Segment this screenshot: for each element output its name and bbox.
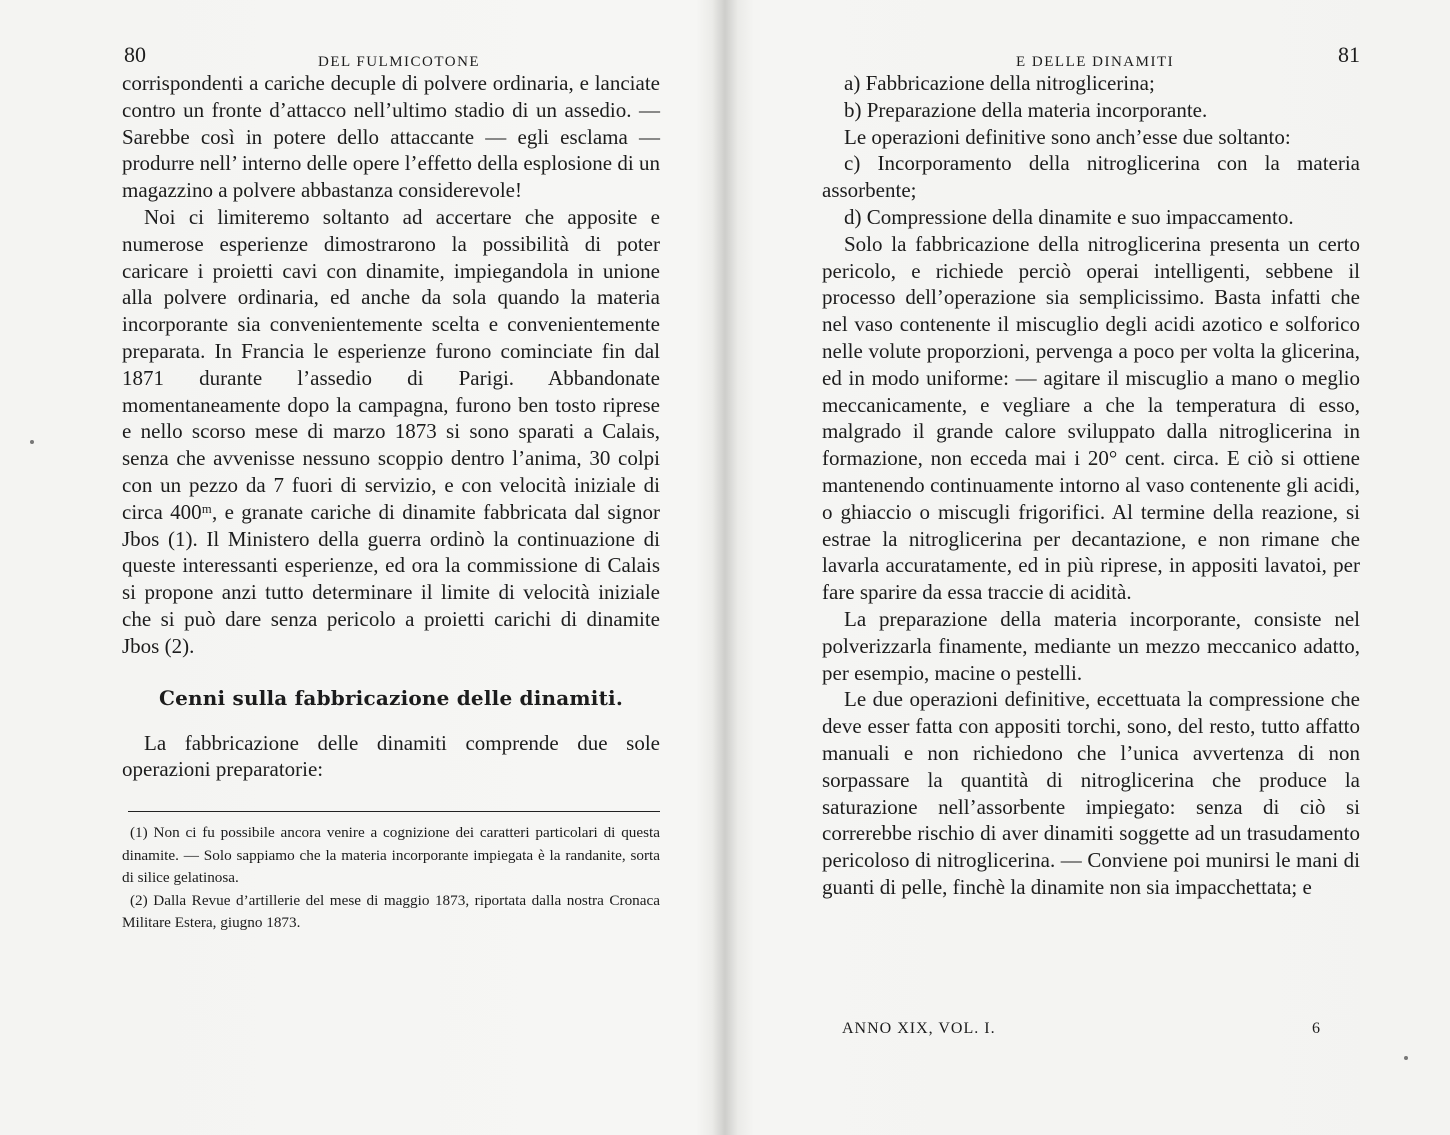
left-running-head bbox=[122, 40, 660, 70]
right-paragraph-2: La preparazione della materia incorporante, consiste nel polverizzarla finamente, mediante un mezzo meccanico adatto, per esempio, macine o pestelli. bbox=[822, 606, 1360, 685]
right-page-number: 81 bbox=[1338, 42, 1360, 67]
right-body bbox=[822, 70, 1360, 901]
left-page bbox=[122, 40, 660, 935]
left-running-title: DEL FULMICOTONE bbox=[318, 54, 481, 70]
paper-speck bbox=[30, 440, 34, 444]
left-paragraph-1: corrispondenti a cariche decuple di polvere ordinaria, e lanciate contro un fronte d’attacco nell’ultimo stadio di un assedio. — Sarebbe così in potere dello attaccante — egli esclama — produrre nell’ interno delle opere l’effetto della esplosione di un magazzino a polvere abbastanza considerevole! bbox=[122, 71, 660, 203]
footer-volume: ANNO XIX, VOL. I. bbox=[842, 1020, 996, 1037]
right-page bbox=[822, 40, 1360, 1037]
footnotes bbox=[122, 822, 660, 935]
footnote-2: (2) Dalla Revue d’artillerie del mese di maggio 1873, riportata dalla nostra Cronaca Militare Estera, giugno 1873. bbox=[122, 891, 660, 932]
paper-speck bbox=[1404, 1056, 1408, 1060]
page-footer bbox=[842, 1020, 1320, 1038]
right-running-title: E DELLE DINAMITI bbox=[1016, 54, 1175, 70]
list-item-c: c) Incorporamento della nitroglicerina con la materia assorbente; bbox=[822, 151, 1360, 203]
left-paragraph-2: Noi ci limiteremo soltanto ad accertare che apposite e numerose esperienze dimostrarono la possibilità di poter caricare i proietti cavi con dinamite, impiegandola in unione alla polvere ordinaria, ed anche da sola quando la materia incorporante sia convenientemente scelta e convenientemente preparata. In Francia le esperienze furono cominciate fin dal 1871 durante l’assedio di Parigi. Abbandonate momentaneamente dopo la campagna, furono ben tosto riprese e nello scorso mese di marzo 1873 si sono sparati a Calais, senza che avvenisse nessuno scoppio dentro l’anima, 30 colpi con un pezzo da 7 fuori di servizio, e con velocità iniziale di circa 400ᵐ, e granate cariche di dinamite fabbricata dal signor Jbos (1). Il Ministero della guerra ordinò la continuazione di queste interessanti esperienze, ed ora la commissione di Calais si propone anzi tutto determinare il limite di velocità iniziale che si può dare senza pericolo a proietti carichi di dinamite Jbos (2). bbox=[122, 204, 660, 658]
right-paragraph-3: Le due operazioni definitive, eccettuata la compressione che deve esser fatta con appositi torchi, sono, del resto, tutto affatto manuali e non richiedono che l’unica avvertenza di non sorpassare la quantità di nitroglicerina che produce la saturazione nell’assorbente impiegato: senza di ciò si correrebbe rischio di aver dinamiti soggette ad un trasudamento pericoloso di nitroglicerina. — Conviene poi munirsi le mani di guanti di pelle, finchè la dinamite non sia impacchettata; e bbox=[822, 687, 1360, 899]
footnote-1: (1) Non ci fu possibile ancora venire a cognizione dei caratteri particolari di questa dinamite. — Solo sappiamo che la materia incorporante impiegata è la randanite, sorta di silice gelatinosa. bbox=[122, 824, 660, 887]
list-item-a: a) Fabbricazione della nitroglicerina; bbox=[844, 71, 1155, 95]
book-gutter bbox=[712, 0, 738, 1135]
list-item-b: b) Preparazione della materia incorporante. bbox=[844, 97, 1208, 122]
right-paragraph-1: Solo la fabbricazione della nitroglicerina presenta un certo pericolo, e richiede perciò operai intelligenti, sebbene il processo dell’operazione sia semplicissimo. Basta infatti che nel vaso contenente il miscuglio degli acidi azotico e solforico nelle volute proporzioni, pervenga a poco per volta la glicerina, ed in modo uniforme: — agitare il miscuglio a mano o meglio meccanicamente, e vegliare a che la temperatura di esso, malgrado il grande calore sviluppato dalla nitroglicerina in formazione, non ecceda mai i 20° cent. circa. E ciò si ottiene mantenendo continuamente intorno al vaso contenente gli acidi, o ghiaccio o miscugli frigorifici. Al termine della reazione, si estrae la nitroglicerina per decantazione, e non rimane che lavarla accuratamente, ed in più riprese, in appositi lavatoi, per fare sparire da essa traccie di acidità. bbox=[822, 231, 1360, 605]
left-page-number: 80 bbox=[124, 42, 146, 67]
footnote-divider bbox=[128, 811, 660, 812]
definitive-intro: Le operazioni definitive sono anch’esse due soltanto: bbox=[844, 124, 1291, 149]
left-section-paragraph: La fabbricazione delle dinamiti comprende due sole operazioni preparatorie: bbox=[122, 730, 660, 782]
list-item-d: d) Compressione della dinamite e suo impaccamento. bbox=[844, 204, 1294, 229]
left-body bbox=[122, 70, 660, 783]
right-running-head bbox=[822, 40, 1360, 70]
footer-signature: 6 bbox=[1312, 1020, 1320, 1037]
section-title: Cenni sulla fabbricazione delle dinamiti. bbox=[159, 685, 623, 710]
